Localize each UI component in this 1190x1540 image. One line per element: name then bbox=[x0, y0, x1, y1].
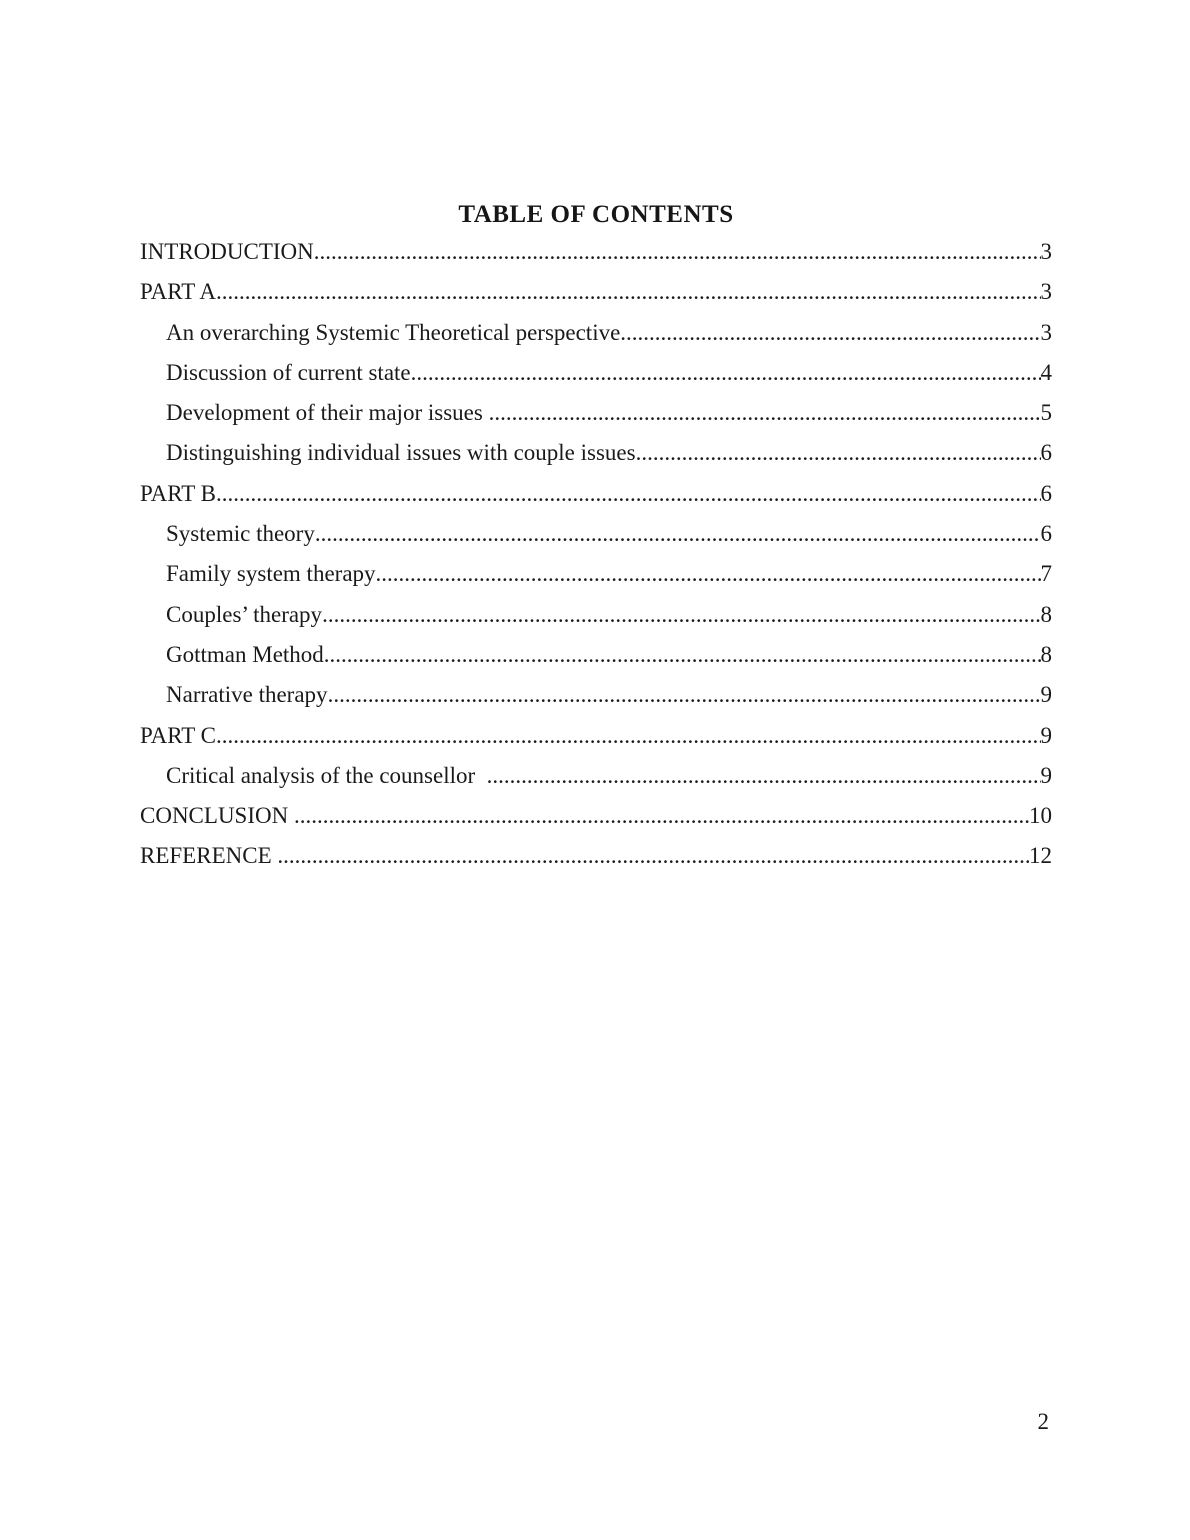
toc-entry-systemic-theory[interactable] bbox=[140, 514, 1052, 554]
toc-entry-development-major-issues[interactable] bbox=[140, 393, 1052, 433]
footer-page-number: 2 bbox=[1037, 1409, 1049, 1434]
leader-dots bbox=[216, 474, 1041, 514]
toc-entry-part-a[interactable] bbox=[140, 272, 1052, 312]
leader-dots bbox=[322, 595, 1040, 635]
leader-dots bbox=[324, 635, 1041, 675]
toc-entry-gottman-method[interactable] bbox=[140, 635, 1052, 675]
toc-entry-family-system-therapy[interactable] bbox=[140, 554, 1052, 594]
toc-entry-label: PART B bbox=[140, 480, 216, 506]
toc-entry-page: 8 bbox=[1040, 641, 1052, 667]
leader-dots bbox=[315, 514, 1041, 554]
leader-dots bbox=[636, 433, 1041, 473]
leader-dots bbox=[294, 796, 1029, 836]
toc-entry-label: Family system therapy bbox=[166, 561, 376, 587]
toc-entry-page: 10 bbox=[1029, 803, 1052, 829]
toc-entry-part-b[interactable] bbox=[140, 474, 1052, 514]
toc-entry-label: Critical analysis of the counsellor bbox=[166, 762, 487, 788]
leader-dots bbox=[216, 272, 1041, 312]
toc-section bbox=[140, 198, 1052, 877]
toc-entry-page: 9 bbox=[1040, 722, 1052, 748]
toc-entry-label: PART C bbox=[140, 722, 216, 748]
toc-entry-label: PART A bbox=[140, 279, 216, 305]
toc-entry-page: 6 bbox=[1040, 521, 1052, 547]
toc-entry-overarching-systemic[interactable] bbox=[140, 313, 1052, 353]
toc-entry-label: Development of their major issues bbox=[166, 400, 489, 426]
toc-entry-introduction[interactable] bbox=[140, 232, 1052, 272]
toc-entry-page: 4 bbox=[1040, 359, 1052, 385]
toc-entry-page: 12 bbox=[1029, 843, 1052, 869]
leader-dots bbox=[487, 756, 1041, 796]
leader-dots bbox=[411, 353, 1041, 393]
toc-entry-label: Couples’ therapy bbox=[166, 601, 323, 627]
toc-entry-label: Discussion of current state bbox=[166, 359, 411, 385]
leader-dots bbox=[328, 675, 1041, 715]
toc-entry-distinguishing-individual-issues[interactable] bbox=[140, 433, 1052, 473]
toc-entry-discussion-current-state[interactable] bbox=[140, 353, 1052, 393]
toc-entry-page: 9 bbox=[1040, 682, 1052, 708]
toc-entry-page: 8 bbox=[1040, 601, 1052, 627]
leader-dots bbox=[216, 716, 1041, 756]
leader-dots bbox=[376, 554, 1041, 594]
toc-entry-page: 6 bbox=[1040, 440, 1052, 466]
toc-entry-reference[interactable] bbox=[140, 836, 1052, 876]
toc-entry-page: 5 bbox=[1040, 400, 1052, 426]
toc-entry-page: 9 bbox=[1040, 762, 1052, 788]
page-title: TABLE OF CONTENTS bbox=[458, 201, 734, 228]
toc-entry-label: CONCLUSION bbox=[140, 803, 294, 829]
toc-entry-critical-analysis-counsellor[interactable] bbox=[140, 756, 1052, 796]
toc-entry-couples-therapy[interactable] bbox=[140, 595, 1052, 635]
toc-entry-label: Narrative therapy bbox=[166, 682, 328, 708]
toc-entry-page: 6 bbox=[1040, 480, 1052, 506]
toc-entry-label: Systemic theory bbox=[166, 521, 315, 547]
leader-dots bbox=[314, 232, 1041, 272]
toc-entry-part-c[interactable] bbox=[140, 716, 1052, 756]
toc-entry-page: 7 bbox=[1040, 561, 1052, 587]
toc-entry-label: Gottman Method bbox=[166, 641, 324, 667]
leader-dots bbox=[489, 393, 1041, 433]
toc-entry-narrative-therapy[interactable] bbox=[140, 675, 1052, 715]
toc-entry-page: 3 bbox=[1040, 239, 1052, 264]
toc-entry-conclusion[interactable] bbox=[140, 796, 1052, 836]
toc-entry-label: INTRODUCTION bbox=[140, 239, 314, 264]
table-of-contents bbox=[140, 232, 1052, 877]
toc-entry-label: An overarching Systemic Theoretical perspective bbox=[166, 319, 621, 345]
leader-dots bbox=[277, 836, 1029, 876]
toc-entry-label: Distinguishing individual issues with couple issues bbox=[166, 440, 636, 466]
toc-entry-page: 3 bbox=[1040, 279, 1052, 305]
toc-entry-page: 3 bbox=[1040, 319, 1052, 345]
leader-dots bbox=[620, 313, 1040, 353]
toc-entry-label: REFERENCE bbox=[140, 843, 278, 869]
